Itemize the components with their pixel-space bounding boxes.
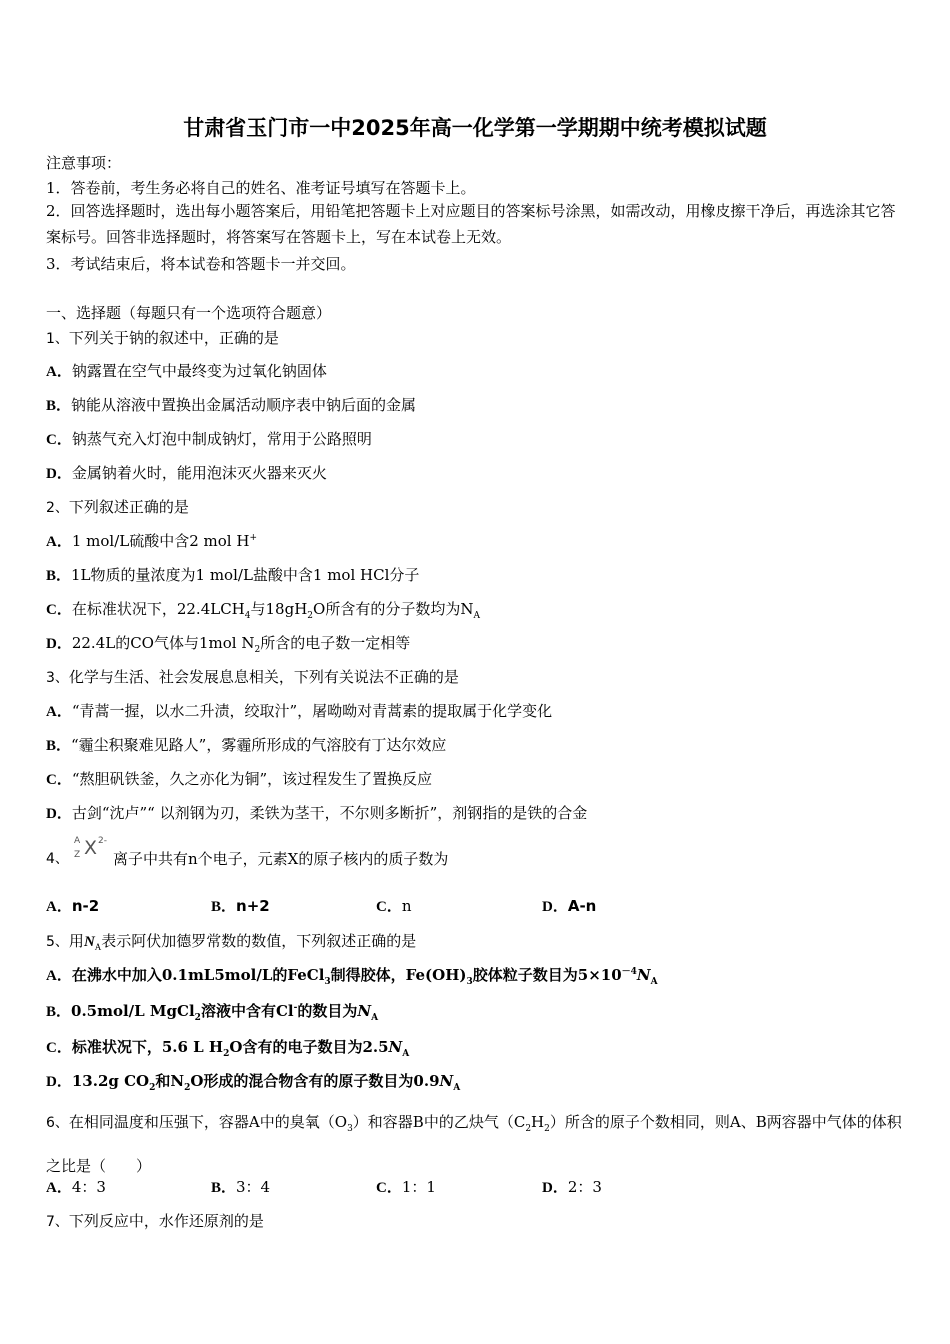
q3-option-a: A．“青蒿一握，以水二升渍，绞取汁”，屠呦呦对青蒿素的提取属于化学变化 [46,702,553,720]
question-4-stem: 离子中共有n个电子，元素X的原子核内的质子数为 [113,850,449,868]
q2-option-c: C．在标准状况下，$22.4LCH_4$与$18gH_2O$所含有的分子数均为$N_A$ [46,600,480,621]
question-3-stem: 3、化学与生活、社会发展息息相关，下列有关说法不正确的是 [46,668,459,686]
question-1-stem: 1、下列关于钠的叙述中，正确的是 [46,329,279,347]
notes-heading: 注意事项： [46,154,122,172]
question-4-number: 4、 [46,851,69,867]
note-1: 1．答卷前，考生务必将自己的姓名、准考证号填写在答题卡上。 [46,179,476,197]
q1-option-d: D．金属钠着火时，能用泡沫灭火器来灭火 [46,464,327,482]
q2-option-a: A．1 mol/L硫酸中含2 mol H+ [46,532,257,550]
q2-option-d: D．22.4L的CO气体与1mol $N_2$所含的电子数一定相等 [46,634,411,655]
q3-option-b: B．“霾尘积聚难见路人”，雾霾所形成的气溶胶有丁达尔效应 [46,736,447,754]
question-5-stem: 5、用$N_A$表示阿伏加德罗常数的数值，下列叙述正确的是 [46,932,417,952]
q2-option-b: B．1L物质的量浓度为1 mol/L盐酸中含1 mol HCl分子 [46,566,420,584]
q4-option-d: D．A-n [542,897,597,915]
page-title: 甘肃省玉门市一中2025年高一化学第一学期期中统考模拟试题 [183,116,767,140]
question-6-stem: 6、在相同温度和压强下，容器A中的臭氧$(O_3)$和容器B中的乙炔气$(C_2H_2)$所含的原子个数相同，则A、B两容器中气体的体积之比是（ ） [46,1113,902,1175]
question-2-stem: 2、下列叙述正确的是 [46,498,189,516]
q1-option-b: B．钠能从溶液中置换出金属活动顺序表中钠后面的金属 [46,396,417,414]
q6-option-d: D．2：3 [542,1178,602,1196]
section-heading: 一、选择题（每题只有一个选项符合题意） [46,304,332,322]
note-3: 3．考试结束后，将本试卷和答题卡一并交回。 [46,255,356,273]
q6-option-b: B．3：4 [211,1178,271,1196]
question-number: 1、 [46,331,69,347]
q6-option-c: C．1：1 [376,1178,436,1196]
q3-option-d: D．古剑“沈卢”“ 以剂钢为刃，柔铁为茎干，不尔则多断折”，剂钢指的是铁的合金 [46,804,588,822]
q5-option-d: D．13.2g $CO_2$和$N_2O$形成的混合物含有的原子数目为$0.9N_A$ [46,1072,461,1093]
q4-option-b: B．n+2 [211,897,270,915]
nuclide-symbol: A Z X 2- [74,836,107,860]
q5-option-c: C．标准状况下，5.6 L $H_2O$含有的电子数目为$2.5N_A$ [46,1038,410,1059]
q1-option-c: C．钠蒸气充入灯泡中制成钠灯，常用于公路照明 [46,430,372,448]
q4-option-a: A．n-2 [46,897,100,915]
q3-option-c: C．“熬胆矾铁釜，久之亦化为铜”，该过程发生了置换反应 [46,770,433,788]
note-2: 2．回答选择题时，选出每小题答案后，用铅笔把答题卡上对应题目的答案标号涂黑，如需改动，用橡皮擦干净后，再选涂其它答案标号。回答非选择题时，将答案写在答题卡上，写在本试卷上无效。 [46,202,896,246]
question-7-stem: 7、下列反应中，水作还原剂的是 [46,1212,264,1230]
q1-option-a: A．钠露置在空气中最终变为过氧化钠固体 [46,362,327,380]
q5-option-a: A．在沸水中加入0.1mL5mol/L的FeCl$_3$制得胶体，$Fe(OH)_3$胶体粒子数目为$5\times 10^{-4}N_A$ [46,966,658,987]
q4-option-c: C．n [376,897,412,915]
q6-option-a: A．4：3 [46,1178,106,1196]
q5-option-b: B．0.5mol/L MgCl$_2$溶液中含有Cl-的数目为$N_A$ [46,1002,379,1023]
